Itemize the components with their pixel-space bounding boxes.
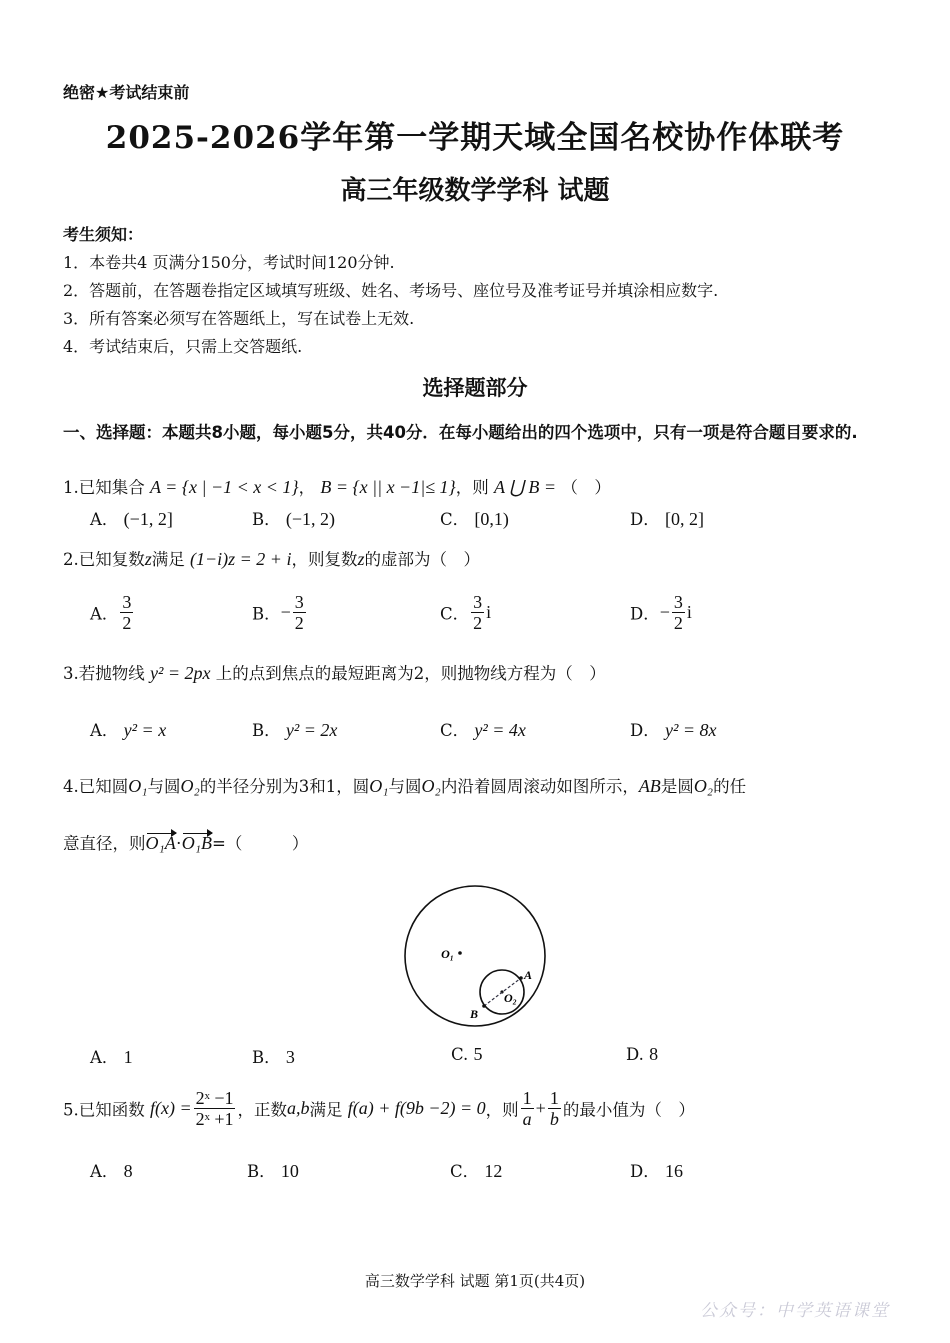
fraction-numerator: 3 <box>473 592 483 612</box>
q4-option-a[interactable] <box>90 1044 133 1068</box>
q1-option-d[interactable] <box>630 506 704 530</box>
option-label: B． <box>252 510 281 529</box>
q4-text: 与圆 <box>388 777 422 796</box>
q4-circle-o1: O₁ <box>369 776 389 796</box>
q1-set-a: A = {x | −1 < x < 1} <box>150 477 299 497</box>
option-value: 10 <box>280 1161 299 1181</box>
question-2 <box>63 546 480 570</box>
q5-text: ，正数 <box>237 1100 287 1120</box>
q4-circle-o2: O₂ <box>180 776 200 796</box>
option-value: 1 <box>123 1047 133 1067</box>
watermark: 公众号：中学英语课堂 <box>700 1301 890 1321</box>
q4-circle-o1: O₁ <box>128 776 148 796</box>
q4-vector-o1a: O₁A <box>145 833 176 853</box>
fraction-denominator: 2 <box>122 613 132 633</box>
q2-text: 满足 <box>151 550 185 569</box>
option-label: D． <box>630 721 660 740</box>
q5-option-c[interactable] <box>450 1158 502 1182</box>
option-label: D． <box>630 604 660 624</box>
option-value: 8 <box>123 1161 133 1181</box>
q4-text: 的任 <box>713 777 747 796</box>
option-label: A． <box>90 1162 119 1181</box>
option-value: 8 <box>649 1044 659 1064</box>
q4-text: 内沿着圆周滚动如图所示， <box>440 777 639 796</box>
q5-function-name: f(x) = <box>150 1098 192 1118</box>
q2-var: z <box>357 549 365 569</box>
q4-text: =（ ） <box>212 834 309 853</box>
q5-condition: f(a) + f(9b −2) = 0 <box>347 1098 486 1118</box>
big-circle <box>405 886 545 1026</box>
q1-paren: （ ） <box>561 478 611 497</box>
option-label: C． <box>450 1162 480 1181</box>
q4-text: 意直径，则 <box>63 834 146 853</box>
q3-option-d[interactable] <box>630 717 717 741</box>
fraction-numerator: 3 <box>673 592 683 612</box>
q2-text: 2.已知复数 <box>63 550 145 569</box>
q4-dot: · <box>175 833 182 853</box>
label-o2: O₂ <box>504 991 517 1005</box>
option-sign: − <box>659 602 670 622</box>
q3-text: 上的点到焦点的最短距离为2，则抛物线方程为（ ） <box>215 664 606 683</box>
point-b-dot <box>482 1004 486 1008</box>
q5-text: 5.已知函数 <box>63 1100 145 1120</box>
notice-item: 4．考试结束后，只需上交答题纸. <box>63 337 303 356</box>
question-5 <box>63 1088 695 1129</box>
option-label: D． <box>630 1162 660 1181</box>
exam-title: 2025-2026学年第一学期天域全国名校协作体联考 <box>105 120 845 156</box>
option-suffix: i <box>486 602 492 622</box>
option-suffix: i <box>686 602 692 622</box>
option-value: 12 <box>484 1161 503 1181</box>
part-heading: 一、选择题：本题共8小题，每小题5分，共40分．在每小题给出的四个选项中，只有一项是符合题目要求的. <box>63 423 858 442</box>
option-fraction <box>120 592 133 633</box>
q2-option-d[interactable] <box>630 592 692 633</box>
q2-option-c[interactable] <box>440 592 491 633</box>
q3-option-b[interactable] <box>252 717 337 741</box>
option-label: D. <box>626 1045 644 1064</box>
q3-option-c[interactable] <box>440 717 526 741</box>
question-4-line-2 <box>63 830 308 854</box>
option-value: y² = 4x <box>474 720 526 740</box>
option-label: C． <box>440 604 470 624</box>
q5-option-d[interactable] <box>630 1158 683 1182</box>
q4-circle-o2: O₂ <box>693 776 714 796</box>
option-label: C． <box>440 510 470 529</box>
option-value: 16 <box>664 1161 683 1181</box>
q5-function-fraction <box>194 1088 236 1129</box>
notice-item: 3．所有答案必须写在答题纸上，写在试卷上无效. <box>63 309 415 328</box>
q4-circle-o2: O₂ <box>421 776 441 796</box>
section-title: 选择题部分 <box>422 376 528 400</box>
q2-text: 的虚部为（ ） <box>364 550 480 569</box>
option-sign: − <box>280 602 291 622</box>
fraction-numerator: 3 <box>294 592 304 612</box>
q1-text: 1.已知集合 <box>63 478 145 497</box>
q5-option-b[interactable] <box>247 1158 299 1182</box>
option-value: y² = 2x <box>285 720 338 740</box>
q5-option-a[interactable] <box>90 1158 133 1182</box>
q4-text: 与圆 <box>147 777 181 796</box>
option-label: B． <box>252 1048 281 1067</box>
option-value: [0, 2] <box>664 509 704 529</box>
option-fraction <box>672 592 685 633</box>
label-b: B <box>470 1007 479 1021</box>
confidential-mark: 绝密★考试结束前 <box>63 83 190 102</box>
option-label: B． <box>247 1162 276 1181</box>
q5-text: 满足 <box>309 1100 343 1120</box>
question-4-line-1 <box>63 773 746 797</box>
q4-text: 是圆 <box>660 777 694 796</box>
fraction-denominator: 2 <box>294 613 304 633</box>
q2-var: z <box>144 549 152 569</box>
q5-term-1 <box>521 1088 534 1129</box>
option-value: y² = 8x <box>664 720 717 740</box>
q3-equation: y² = 2px <box>150 663 211 683</box>
q1-option-a[interactable] <box>90 506 173 530</box>
q4-text: 4.已知圆 <box>63 777 129 796</box>
point-a-dot <box>519 976 523 980</box>
fraction-denominator: a <box>522 1109 532 1129</box>
fraction-denominator: 2 <box>673 613 683 633</box>
question-3 <box>63 660 606 684</box>
option-value: 5 <box>473 1044 483 1064</box>
label-a: A <box>524 968 533 982</box>
q5-text: 的最小值为（ ） <box>562 1100 695 1120</box>
option-value: y² = x <box>123 720 167 740</box>
fraction-denominator: b <box>549 1109 559 1129</box>
q3-text: 3.若抛物线 <box>63 664 145 683</box>
q5-term-2 <box>548 1088 561 1129</box>
question-1 <box>63 474 611 498</box>
q2-text: ，则复数 <box>291 550 358 569</box>
option-label: D． <box>630 510 660 529</box>
q1-set-b: B = {x || x −1|≤ 1} <box>320 477 456 497</box>
fraction-numerator: 3 <box>122 592 132 612</box>
q5-vars: a,b <box>286 1098 310 1118</box>
exam-subtitle: 高三年级数学学科 试题 <box>340 176 610 206</box>
option-value: (−1, 2) <box>285 509 336 529</box>
q1-sep: ， <box>298 478 316 497</box>
q4-figure <box>395 876 555 1036</box>
q4-diameter: AB <box>638 776 661 796</box>
option-fraction <box>471 592 484 633</box>
option-label: C． <box>440 721 470 740</box>
q4-option-d[interactable] <box>626 1044 658 1065</box>
q4-vector-o1b: O₁B <box>181 833 213 853</box>
option-label: A． <box>90 604 119 624</box>
q2-option-b[interactable] <box>252 592 308 633</box>
fraction-denominator: 2ˣ +1 <box>195 1109 234 1129</box>
option-label: C. <box>451 1045 469 1064</box>
option-value: (−1, 2] <box>123 509 173 529</box>
q4-option-b[interactable] <box>252 1044 295 1068</box>
center-o1-dot <box>458 951 462 955</box>
fraction-numerator: 2ˣ −1 <box>195 1088 234 1108</box>
q4-option-c[interactable] <box>451 1044 483 1065</box>
option-label: B． <box>252 604 281 624</box>
option-value: 3 <box>285 1047 295 1067</box>
notice-item: 1．本卷共4 页满分150分，考试时间120分钟. <box>63 253 395 272</box>
fraction-denominator: 2 <box>473 613 483 633</box>
q1-option-c[interactable] <box>440 506 509 530</box>
page-footer: 高三数学学科 试题 第1页(共4页) <box>364 1272 586 1290</box>
fraction-numerator: 1 <box>549 1088 559 1108</box>
notice-heading: 考生须知： <box>63 225 144 244</box>
option-value: [0,1) <box>474 509 509 529</box>
option-fraction <box>293 592 306 633</box>
q2-option-a[interactable] <box>90 592 135 633</box>
q3-option-a[interactable] <box>90 717 166 741</box>
option-label: A． <box>90 721 119 740</box>
q5-plus: + <box>535 1098 546 1118</box>
option-label: A． <box>90 510 119 529</box>
q5-text: ，则 <box>485 1100 519 1120</box>
q2-equation: (1−i)z = 2 + i <box>190 549 292 569</box>
label-o1: O₁ <box>441 947 454 961</box>
q1-expr: A ⋃ B = <box>493 477 557 497</box>
q1-option-b[interactable] <box>252 506 335 530</box>
fraction-numerator: 1 <box>522 1088 532 1108</box>
option-label: A． <box>90 1048 119 1067</box>
option-label: B． <box>252 721 281 740</box>
q1-mid: ，则 <box>455 478 489 497</box>
q4-text: 的半径分别为3和1，圆 <box>199 777 370 796</box>
notice-item: 2．答题前，在答题卷指定区域填写班级、姓名、考场号、座位号及准考证号并填涂相应数字. <box>63 281 719 300</box>
